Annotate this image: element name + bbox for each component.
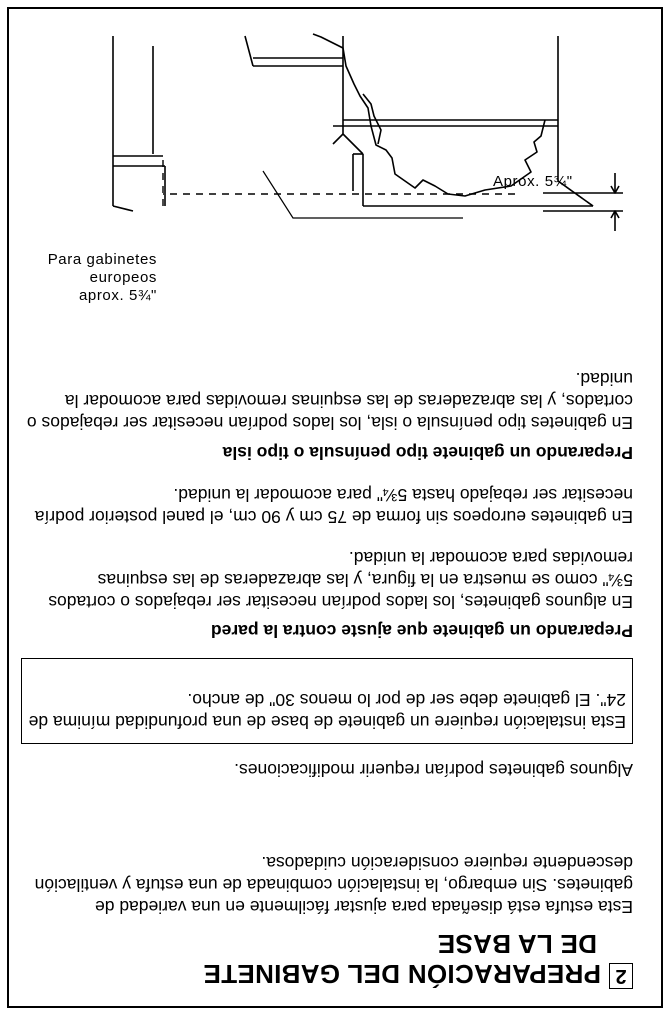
step-number-badge: 2 xyxy=(609,963,633,989)
intro-paragraph: Esta estufa está diseñada para ajustar fácilmente en una variedad de gabinetes. Sin embargo, la instalación combinada de una estufa y ventilación descendente requiere consideración cuidadosa. xyxy=(34,853,633,917)
european-cabinet-paragraph: En gabinetes europeos sin forma de 75 cm y 90 cm, el panel posterior podría necesitar ser rebajado hasta 5¾" para acomodar la unidad. xyxy=(34,485,633,527)
label-approx-dimension: Aprox. 5¾" xyxy=(493,173,573,190)
modification-note: Algunos gabinetes podrían requerir modificaciones. xyxy=(234,760,633,780)
page-frame xyxy=(7,7,663,1008)
requirement-notice-text: Esta instalación requiere un gabinete de base de una profundidad mínima de 24". El gabinete debe ser de por lo menos 30" de ancho. xyxy=(28,690,626,732)
label-european-line3: aprox. 5¾" xyxy=(78,287,157,304)
peninsula-cabinet-paragraph: En gabinetes tipo península o isla, los lados podrían necesitar ser rebajados o cortados, y las abrazaderas de las esquinas removidas para acomodar la unidad. xyxy=(26,369,633,433)
peninsula-cabinet-heading: Preparando un gabinete tipo península o tipo isla xyxy=(222,443,633,463)
label-european-line2: europeos xyxy=(89,269,157,286)
requirement-notice-box xyxy=(21,658,633,744)
cutout-contour xyxy=(313,34,545,196)
wall-cabinet-heading: Preparando un gabinete que ajuste contra la pared xyxy=(210,621,633,641)
cutout-contour-inner xyxy=(363,94,381,144)
section-title-line1: PREPARACIÓN DEL GABINETE xyxy=(203,959,601,989)
label-european-line1: Para gabinetes xyxy=(47,251,157,268)
section-title-line2: DE LA BASE xyxy=(437,929,597,959)
section-header xyxy=(13,929,633,989)
cabinet-cutout-diagram xyxy=(13,26,633,366)
wall-cabinet-paragraph: En algunos gabinetes, los lados podrían necesitar ser rebajados o cortados 5¾" como se muestra en la figura, y las abrazaderas de las esquinas removidas para acomodar la unidad. xyxy=(48,548,633,612)
